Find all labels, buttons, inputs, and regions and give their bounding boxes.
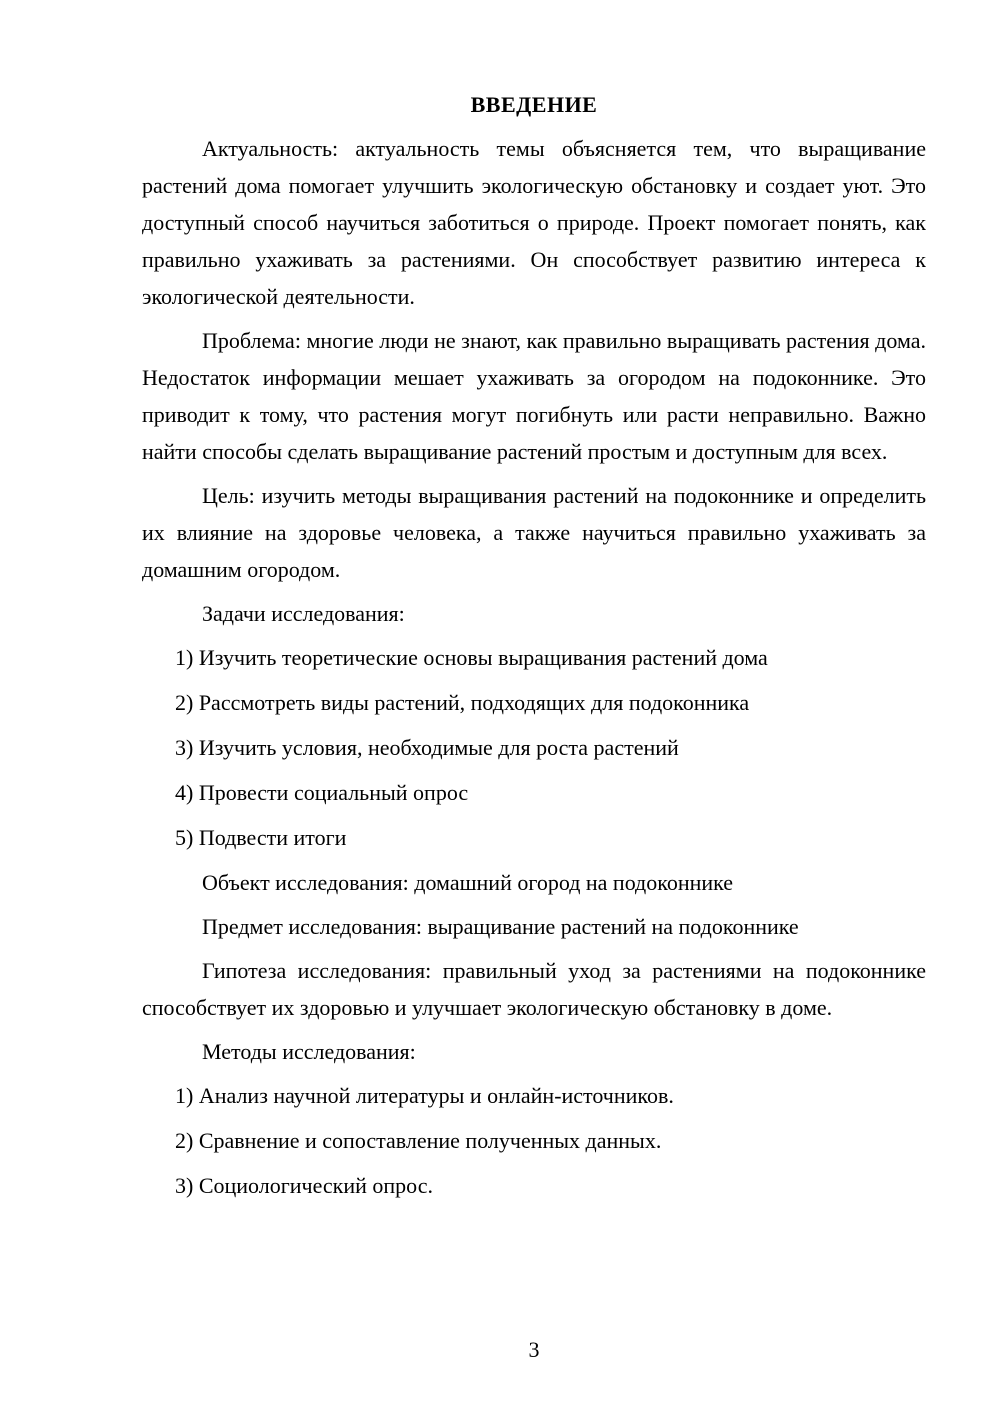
- methods-heading: Методы исследования:: [202, 1039, 416, 1064]
- paragraph-hypothesis: Гипотеза исследования: правильный уход за растениями на подоконнике способствует их здоровью и улучшает экологическую обстановку в доме.: [142, 958, 926, 1020]
- paragraph-problem: Проблема: многие люди не знают, как правильно выращивать растения дома. Недостаток информации мешает ухаживать за огородом на подоконнике. Это приводит к тому, что растения могут погибнуть или расти неправильно. Важно найти способы сделать выращивание растений простым и доступным для всех.: [142, 328, 926, 464]
- tasks-heading: Задачи исследования:: [202, 601, 405, 626]
- task-item-3: 3) Изучить условия, необходимые для роста растений: [175, 735, 679, 760]
- page-number: 3: [528, 1337, 540, 1362]
- method-item-3: 3) Социологический опрос.: [175, 1173, 433, 1198]
- method-item-2: 2) Сравнение и сопоставление полученных данных.: [175, 1128, 662, 1153]
- task-item-2: 2) Рассмотреть виды растений, подходящих для подоконника: [175, 690, 750, 715]
- method-item-1: 1) Анализ научной литературы и онлайн-источников.: [175, 1083, 674, 1108]
- paragraph-research-subject: Предмет исследования: выращивание растений на подоконнике: [202, 914, 799, 939]
- paragraph-research-object: Объект исследования: домашний огород на подоконнике: [202, 870, 734, 895]
- paragraph-relevance: Актуальность: актуальность темы объясняется тем, что выращивание растений дома помогает улучшить экологическую обстановку и создает уют. Это доступный способ научиться заботиться о природе. Проект помогает понять, как правильно ухаживать за растениями. Он способствует развитию интереса к экологической деятельности.: [142, 136, 926, 309]
- task-item-1: 1) Изучить теоретические основы выращивания растений дома: [175, 645, 768, 670]
- task-item-4: 4) Провести социальный опрос: [175, 780, 469, 805]
- paragraph-goal: Цель: изучить методы выращивания растений на подоконнике и определить их влияние на здоровье человека, а также научиться правильно ухаживать за домашним огородом.: [142, 483, 926, 582]
- task-item-5: 5) Подвести итоги: [175, 825, 347, 850]
- page-title: ВВЕДЕНИЕ: [470, 92, 598, 117]
